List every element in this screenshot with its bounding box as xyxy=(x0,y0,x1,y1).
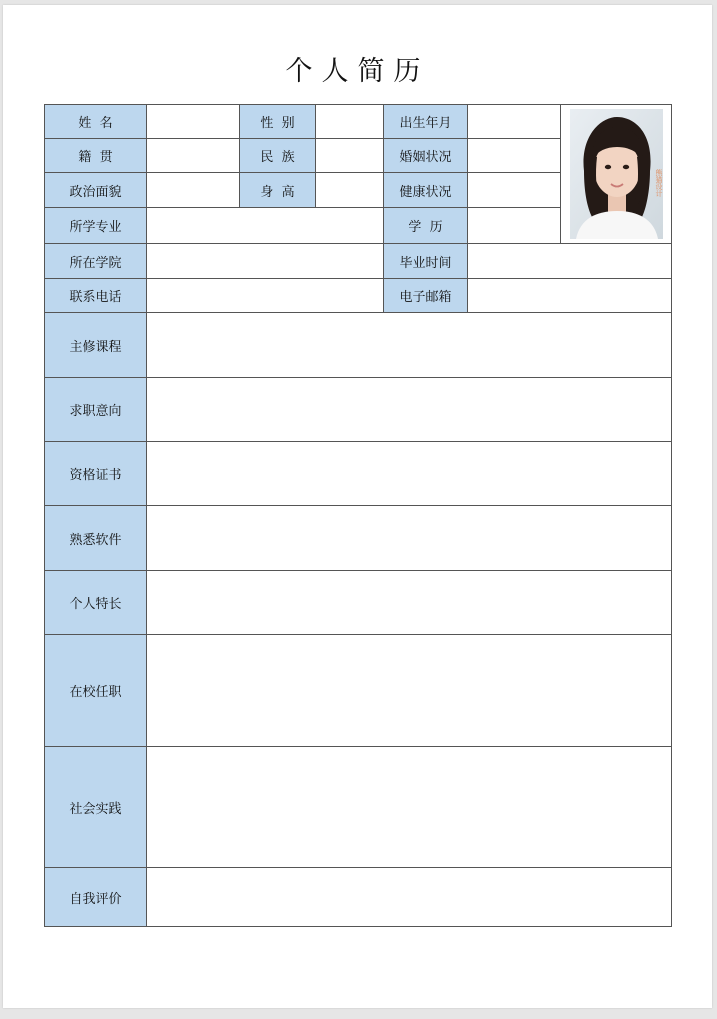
job-intention-label: 求职意向 xyxy=(45,378,147,442)
native-place-label: 籍 贯 xyxy=(45,139,147,173)
specialties-label: 个人特长 xyxy=(45,571,147,635)
graduation-field[interactable] xyxy=(468,244,672,279)
self-evaluation-field[interactable] xyxy=(147,868,672,927)
major-label: 所学专业 xyxy=(45,208,147,244)
email-field[interactable] xyxy=(468,279,672,313)
software-label: 熟悉软件 xyxy=(45,506,147,571)
email-label: 电子邮箱 xyxy=(384,279,468,313)
health-label: 健康状况 xyxy=(384,173,468,208)
photo-cell[interactable] xyxy=(561,105,672,244)
campus-positions-label: 在校任职 xyxy=(45,635,147,747)
college-label: 所在学院 xyxy=(45,244,147,279)
resume-page xyxy=(3,5,712,1008)
major-field[interactable] xyxy=(147,208,384,244)
courses-field[interactable] xyxy=(147,313,672,378)
job-intention-field[interactable] xyxy=(147,378,672,442)
birth-label: 出生年月 xyxy=(384,105,468,139)
resume-table xyxy=(44,104,672,927)
portrait-photo xyxy=(570,109,663,239)
photo-watermark: 熊猫设计 xyxy=(654,169,663,197)
social-practice-label: 社会实践 xyxy=(45,747,147,868)
certificates-field[interactable] xyxy=(147,442,672,506)
college-field[interactable] xyxy=(147,244,384,279)
page-title: 个人简历 xyxy=(285,56,430,87)
phone-field[interactable] xyxy=(147,279,384,313)
specialties-field[interactable] xyxy=(147,571,672,635)
height-label: 身 高 xyxy=(240,173,316,208)
height-field[interactable] xyxy=(316,173,384,208)
self-evaluation-label: 自我评价 xyxy=(45,868,147,927)
native-place-field[interactable] xyxy=(147,139,240,173)
courses-label: 主修课程 xyxy=(45,313,147,378)
certificates-label: 资格证书 xyxy=(45,442,147,506)
marital-status-label: 婚姻状况 xyxy=(384,139,468,173)
political-status-field[interactable] xyxy=(147,173,240,208)
phone-label: 联系电话 xyxy=(45,279,147,313)
political-status-label: 政治面貌 xyxy=(45,173,147,208)
birth-field[interactable] xyxy=(468,105,561,139)
education-field[interactable] xyxy=(468,208,561,244)
ethnicity-label: 民 族 xyxy=(240,139,316,173)
health-field[interactable] xyxy=(468,173,561,208)
software-field[interactable] xyxy=(147,506,672,571)
graduation-label: 毕业时间 xyxy=(384,244,468,279)
social-practice-field[interactable] xyxy=(147,747,672,868)
marital-status-field[interactable] xyxy=(468,139,561,173)
name-field[interactable] xyxy=(147,105,240,139)
campus-positions-field[interactable] xyxy=(147,635,672,747)
name-label: 姓 名 xyxy=(45,105,147,139)
gender-field[interactable] xyxy=(316,105,384,139)
ethnicity-field[interactable] xyxy=(316,139,384,173)
education-label: 学 历 xyxy=(384,208,468,244)
gender-label: 性 别 xyxy=(240,105,316,139)
